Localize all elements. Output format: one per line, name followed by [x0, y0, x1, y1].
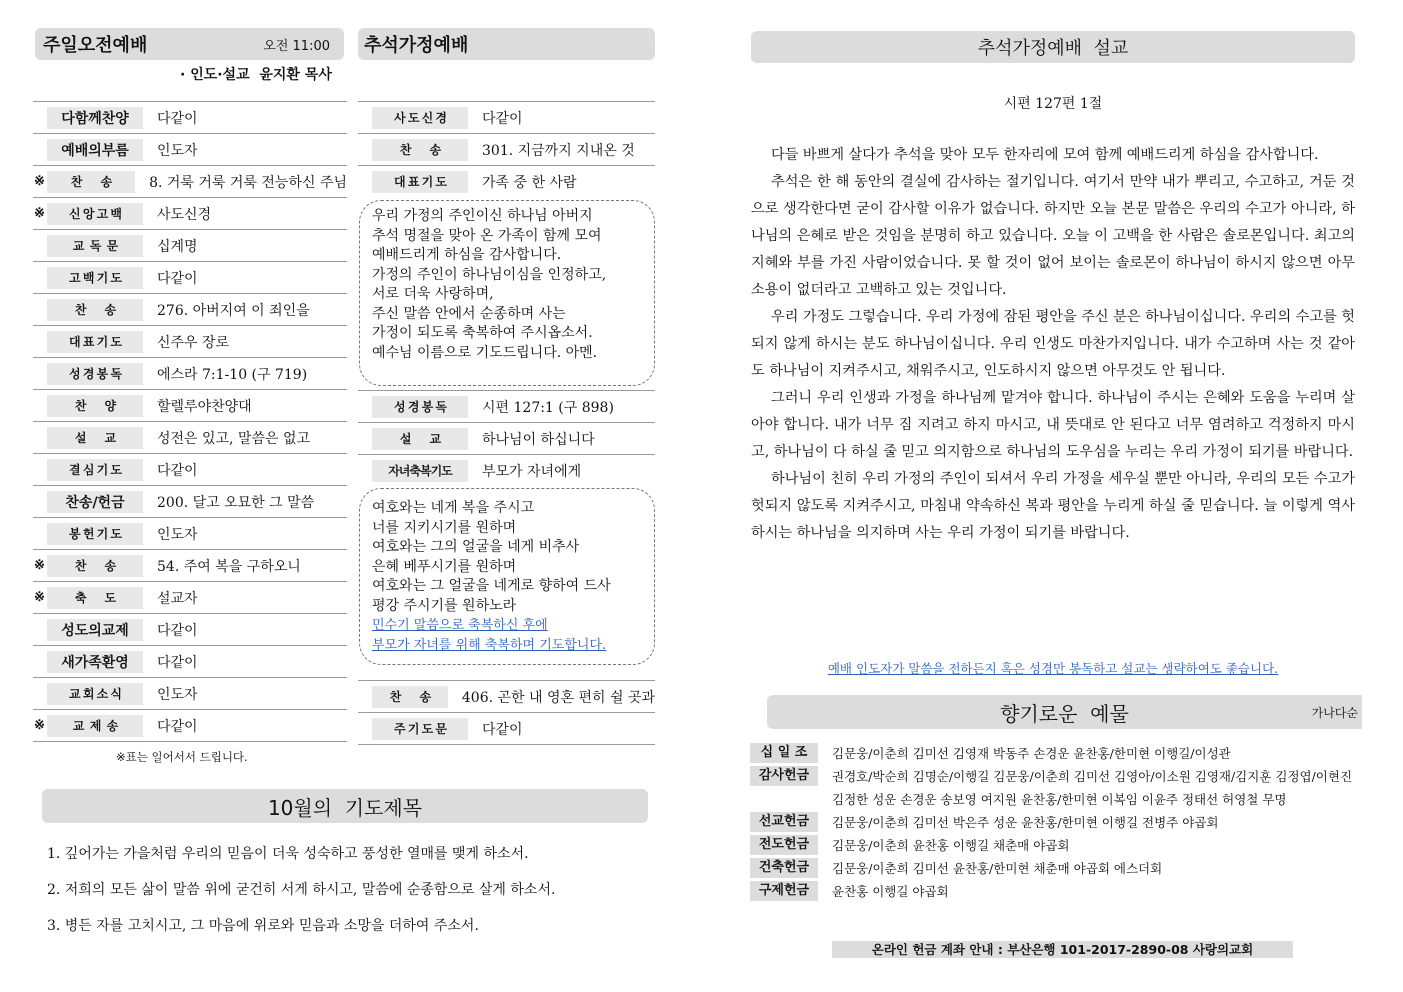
family-order-mid [358, 390, 655, 486]
order-label: 대 표 기 도 [372, 171, 468, 193]
order-label: 성 경 봉 독 [47, 363, 143, 385]
offering-names: 윤찬홍 이행길 야곱회 [832, 884, 949, 899]
blessing-line: 여호와는 그의 얼굴을 네게 비추사 [372, 539, 580, 555]
order-value: 다같이 [157, 622, 198, 639]
offering-header [767, 695, 1362, 729]
order-row [33, 325, 347, 357]
stand-mark: ※ [34, 718, 45, 733]
prayer-line: 가정의 주인이 하나님이심을 인정하고, [372, 266, 607, 283]
order-value: 다같이 [157, 462, 198, 479]
prayer-line: 우리 가정의 주인이신 하나님 아버지 [372, 208, 593, 224]
blessing-note-line[interactable]: 부모가 자녀를 위해 축복하며 기도합니다. [372, 637, 607, 653]
order-value: 설교자 [157, 590, 198, 607]
order-row [33, 645, 347, 677]
order-row [358, 165, 655, 197]
order-value: 할렐루야찬양대 [157, 398, 252, 415]
order-label: 찬 송 [47, 555, 143, 577]
offering-order-note: 가나다순 [1311, 705, 1358, 720]
offering-names: 김문웅/이춘희 김미선 윤찬홍/한미현 채춘매 야곱회 에스더회 [832, 861, 1163, 876]
offering-row [750, 765, 1360, 811]
order-label: 찬 송 [372, 139, 468, 161]
blessing-line: 너를 지키시기를 원하며 [372, 519, 517, 536]
order-label: 성도의교제 [47, 619, 143, 641]
offering-list [750, 742, 1360, 903]
order-label: 교 제 송 [47, 715, 143, 737]
blessing-prayer-box [359, 488, 655, 665]
sermon-scripture: 시편 127편 1절 [1003, 96, 1103, 112]
sermon-paragraph: 하나님이 친히 우리 가정의 주인이 되셔서 우리 가정을 세우실 뿐만 아니라, 우리의 모든 수고가 헛되지 않도록 지켜주시고, 마침내 약속하신 복과 평안을 누리게 하실 줄 믿습니다. 늘 이렇게 역사하시는 하나님을 의지하며 사는 우리 가정이 되기를 바랍니다. [751, 471, 1355, 541]
order-row [33, 389, 347, 421]
sunday-order-list [33, 101, 347, 742]
order-label: 성 경 봉 독 [372, 396, 468, 418]
order-row [33, 421, 347, 453]
order-row [33, 453, 347, 485]
standing-footnote: ※표는 일어서서 드립니다. [116, 750, 248, 764]
sermon-note[interactable]: 예배 인도자가 말씀을 전하든지 혹은 성경만 봉독하고 설교는 생략하여도 좋습니다. [827, 661, 1279, 676]
stand-mark: ※ [34, 206, 45, 221]
offering-row [750, 742, 1360, 765]
prayer-line: 가정이 되도록 축복하여 주시옵소서. [372, 325, 593, 341]
family-prayer-text [372, 207, 642, 363]
order-row [358, 390, 655, 422]
order-value: 다같이 [482, 721, 523, 738]
october-prayer-item: 2. 저희의 모든 삶이 말씀 위에 굳건히 서게 하시고, 말씀에 순종함으로 살게 하소서. [47, 882, 556, 898]
order-value: 301. 지금까지 지내온 것 [482, 142, 635, 159]
offering-label: 십 일 조 [750, 743, 818, 763]
prayer-line: 예배드리게 하심을 감사합니다. [372, 247, 562, 263]
order-label: 찬송/헌금 [47, 491, 143, 513]
order-value: 276. 아버지여 이 죄인을 [157, 302, 310, 319]
sermon-body [751, 142, 1355, 547]
order-row [33, 165, 347, 197]
order-row [33, 677, 347, 709]
offering-label: 선교헌금 [750, 812, 818, 832]
october-prayer-title: 10월의 기도제목 [267, 795, 423, 820]
offering-row [750, 857, 1360, 880]
sermon-paragraph: 우리 가정도 그렇습니다. 우리 가정에 잠된 평안을 주신 분은 하나님이십니다. 우리의 수고를 헛되지 않게 하시는 분도 하나님이십니다. 우리 인생도 마찬가지입니다. 내가 수고하며 사는 것 같아도 하나님이 지켜주시고, 채워주시고, 인도하시지 않으면 아무것도 안 됩니다. [751, 309, 1355, 379]
order-label: 대 표 기 도 [47, 331, 143, 353]
offering-row [750, 811, 1360, 834]
order-label: 설 교 [372, 428, 468, 450]
order-label: 결 심 기 도 [47, 459, 143, 481]
order-label: 신 앙 고 백 [47, 203, 143, 225]
order-value: 부모가 자녀에게 [482, 463, 582, 480]
blessing-line: 은혜 베푸시기를 원하며 [372, 558, 517, 575]
offering-names: 김문웅/이춘희 윤찬홍 이행길 채춘매 야곱회 [832, 838, 1070, 853]
order-row [33, 357, 347, 389]
order-value: 200. 달고 오묘한 그 말씀 [157, 494, 315, 511]
sermon-title: 추석가정예배 설교 [977, 38, 1129, 59]
order-row [358, 101, 655, 133]
order-row [33, 485, 347, 517]
order-label: 사 도 신 경 [372, 107, 468, 129]
order-label: 고 백 기 도 [47, 267, 143, 289]
offering-row [750, 834, 1360, 857]
prayer-line: 주신 말씀 안에서 순종하며 사는 [372, 305, 566, 322]
order-label: 찬 송 [47, 171, 135, 193]
blessing-line: 평강 주시기를 원하노라 [372, 597, 517, 614]
order-label: 예배의부름 [47, 139, 143, 161]
october-prayer-header [42, 789, 648, 823]
order-row [358, 133, 655, 165]
order-value: 인도자 [157, 142, 198, 159]
sunday-service-time: 오전 11:00 [263, 38, 330, 54]
order-row [33, 709, 347, 741]
order-value: 406. 곤한 내 영혼 편히 쉴 곳과 [461, 689, 655, 706]
family-order-top [358, 101, 655, 197]
sermon-paragraph: 그러니 우리 인생과 가정을 하나님께 맡겨야 합니다. 하나님이 주시는 은혜와 도움을 누리며 살아야 합니다. 내가 너무 짐 지려고 하지 마시고, 내 뜻대로 안 된다고 너무 염려하고 걱정하지 마시고, 하나님이 다 하실 줄 믿고 의지함으로 하나님의 도우심을 누리는 우리 가정이 되기를 바랍니다. [751, 390, 1355, 460]
order-row [358, 680, 655, 712]
prayer-line: 서로 더욱 사랑하며, [372, 286, 494, 302]
order-row [358, 454, 655, 486]
order-value: 다같이 [157, 718, 198, 735]
order-label: 다함께찬양 [47, 107, 143, 129]
order-label: 찬 양 [47, 395, 143, 417]
sermon-paragraph: 추석은 한 해 동안의 결실에 감사하는 절기입니다. 여기서 만약 내가 뿌리고, 수고하고, 거둔 것으로 생각한다면 굳이 감사할 이유가 없습니다. 하지만 오늘 본문 말씀은 우리의 수고가 아니라, 하나님의 은혜로 받은 것임을 분명히 하고 있습니다. 오늘 이 고백을 한 사람은 솔로몬입니다. 최고의 지혜와 부를 가진 사람이었습니다. 못 할 것이 없어 보이는 솔로몬이 하나님이 하시지 않으면 아무 소용이 없더라고 고백하고 있는 것입니다. [751, 174, 1355, 298]
order-row [33, 549, 347, 581]
offering-names: 권경호/박순희 김명순/이행길 김문웅/이춘희 김미선 김영아/이소원 김영재/김지훈 김정엽/이현진 김정한 성운 손경운 송보영 여지원 윤찬홍/한미현 이복임 이윤주 정태선 허영철 무명 [832, 769, 1353, 807]
order-row [33, 133, 347, 165]
order-value: 신주우 장로 [157, 334, 230, 351]
order-value: 다같이 [157, 110, 198, 127]
offering-label: 구제헌금 [750, 881, 818, 901]
order-value: 에스라 7:1-10 (구 719) [157, 366, 308, 383]
offering-row [750, 880, 1360, 903]
order-label: 교 회 소 식 [47, 683, 143, 705]
order-value: 사도신경 [157, 206, 212, 223]
sermon-paragraph: 다들 바쁘게 살다가 추석을 맞아 모두 한자리에 모여 함께 예배드리게 하심을 감사합니다. [771, 147, 1319, 163]
blessing-line: 여호와는 네게 복을 주시고 [372, 500, 535, 516]
order-row [358, 422, 655, 454]
order-row [33, 101, 347, 133]
stand-mark: ※ [34, 558, 45, 573]
order-value: 시편 127:1 (구 898) [482, 399, 614, 416]
offering-names: 김문웅/이춘희 김미선 김영재 박동주 손경운 윤찬홍/한미현 이행길/이성관 [832, 746, 1231, 761]
order-row [33, 261, 347, 293]
order-label: 자녀축복기도 [372, 460, 468, 482]
offering-label: 건축헌금 [750, 858, 818, 878]
sunday-leader: · 인도·설교 윤지환 목사 [180, 67, 332, 83]
order-row [33, 293, 347, 325]
order-label: 교 독 문 [47, 235, 143, 257]
order-value: 하나님이 하십니다 [482, 431, 595, 448]
sermon-header [751, 31, 1355, 63]
order-row [33, 197, 347, 229]
order-value: 성전은 있고, 말씀은 없고 [157, 430, 311, 447]
blessing-line: 여호와는 그 얼굴을 네게로 향하여 드사 [372, 578, 611, 594]
order-label: 축 도 [47, 587, 143, 609]
family-service-header [358, 28, 655, 60]
account-info: 온라인 헌금 계좌 안내 : 부산은행 101-2017-2890-08 사랑의교회 [832, 941, 1293, 958]
blessing-note [372, 616, 642, 655]
order-label: 찬 송 [372, 686, 448, 708]
offering-title: 향기로운 예물 [1000, 701, 1129, 726]
order-row [33, 613, 347, 645]
stand-mark: ※ [34, 174, 45, 189]
order-value: 인도자 [157, 526, 198, 543]
family-order-bottom [358, 680, 655, 745]
order-value: 다같이 [482, 110, 523, 127]
order-label: 찬 송 [47, 299, 143, 321]
order-row [358, 712, 655, 744]
prayer-line: 예수님 이름으로 기도드립니다. 아멘. [372, 344, 598, 361]
order-label: 새가족환영 [47, 651, 143, 673]
order-value: 8. 거룩 거룩 거룩 전능하신 주님 [149, 174, 347, 191]
order-value: 54. 주여 복을 구하오니 [157, 558, 301, 575]
sunday-service-title: 주일오전예배 [43, 35, 148, 56]
order-value: 다같이 [157, 270, 198, 287]
order-row [33, 581, 347, 613]
order-label: 봉 헌 기 도 [47, 523, 143, 545]
blessing-note-line[interactable]: 민수기 말씀으로 축복하신 후에 [372, 618, 548, 633]
october-prayer-list [47, 843, 555, 951]
family-service-title: 추석가정예배 [364, 35, 469, 56]
family-prayer-box [359, 200, 655, 386]
stand-mark: ※ [34, 590, 45, 605]
order-value: 가족 중 한 사람 [482, 174, 577, 191]
order-value: 인도자 [157, 686, 198, 703]
blessing-prayer-text [372, 499, 642, 616]
order-value: 십계명 [157, 238, 198, 255]
sunday-service-header [35, 28, 344, 60]
offering-label: 감사헌금 [750, 766, 818, 786]
order-row [33, 229, 347, 261]
october-prayer-item: 3. 병든 자를 고치시고, 그 마음에 위로와 믿음과 소망을 더하여 주소서. [47, 918, 479, 934]
prayer-line: 추석 명절을 맞아 온 가족이 함께 모여 [372, 227, 602, 244]
order-label: 주 기 도 문 [372, 718, 468, 740]
order-value: 다같이 [157, 654, 198, 671]
order-label: 설 교 [47, 427, 143, 449]
offering-names: 김문웅/이춘희 김미선 박은주 성운 윤찬홍/한미현 이행길 전병주 야곱회 [832, 815, 1219, 830]
order-row [33, 517, 347, 549]
offering-label: 전도헌금 [750, 835, 818, 855]
october-prayer-item: 1. 깊어가는 가을처럼 우리의 믿음이 더욱 성숙하고 풍성한 열매를 맺게 하소서. [47, 846, 529, 862]
